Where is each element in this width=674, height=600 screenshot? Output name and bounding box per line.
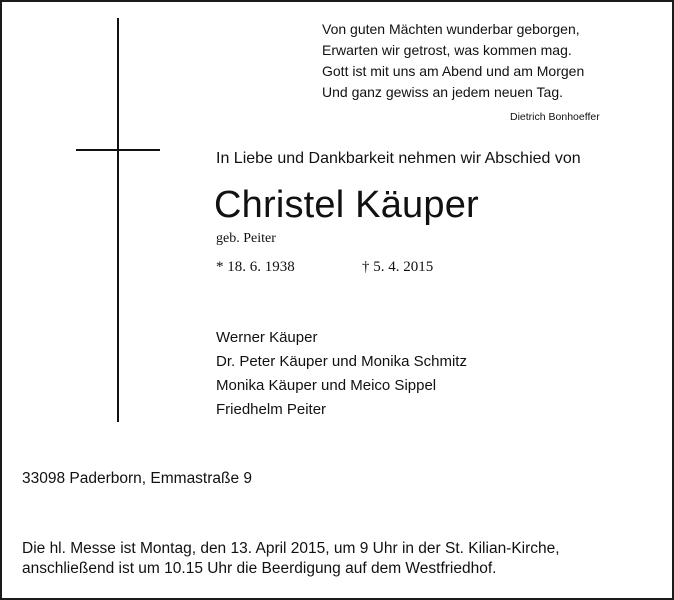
notice-line: Die hl. Messe ist Montag, den 13. April 2015, um 9 Uhr in der St. Kilian-Kirche, (22, 540, 560, 557)
poem-line: Gott ist mit uns am Abend und am Morgen (322, 63, 585, 79)
family-member: Werner Käuper (216, 329, 318, 346)
cross-vertical-beam (117, 18, 119, 422)
life-dates (216, 259, 434, 276)
poem (322, 19, 584, 103)
family-list (216, 326, 467, 422)
poem-author: Dietrich Bonhoeffer (510, 111, 600, 123)
birth-name: geb. Peiter (216, 231, 276, 246)
family-member: Friedhelm Peiter (216, 401, 327, 418)
poem-line: Erwarten wir getrost, was kommen mag. (322, 42, 572, 58)
address: 33098 Paderborn, Emmastraße 9 (22, 470, 253, 487)
death-date: † 5. 4. 2015 (362, 259, 434, 275)
notice-line: anschließend ist um 10.15 Uhr die Beerdigung auf dem Westfriedhof. (22, 560, 497, 577)
family-member: Dr. Peter Käuper und Monika Schmitz (216, 353, 467, 370)
birth-date: * 18. 6. 1938 (216, 259, 295, 275)
poem-line: Und ganz gewiss an jedem neuen Tag. (322, 84, 564, 100)
deceased-name: Christel Käuper (214, 184, 479, 226)
intro-text: In Liebe und Dankbarkeit nehmen wir Abschied von (216, 150, 581, 167)
poem-line: Von guten Mächten wunderbar geborgen, (322, 21, 580, 37)
cross-horizontal-beam (76, 149, 160, 151)
funeral-notice (22, 539, 560, 579)
family-member: Monika Käuper und Meico Sippel (216, 377, 437, 394)
